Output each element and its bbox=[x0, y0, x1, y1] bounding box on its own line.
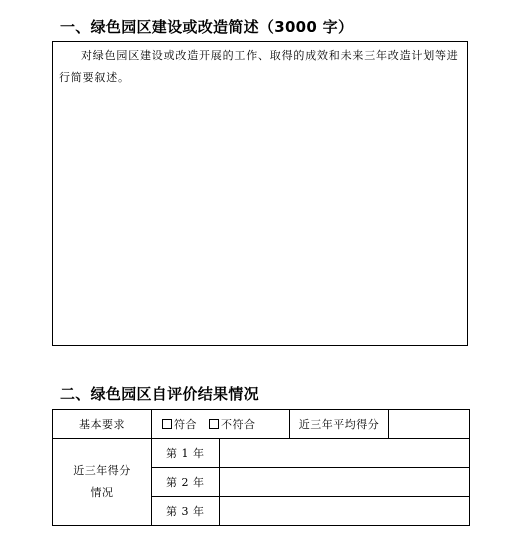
avg-score-label: 近三年平均得分 bbox=[290, 410, 389, 439]
section1-heading: 一、绿色园区建设或改造简述（3000 字） bbox=[60, 18, 354, 36]
year-3-score[interactable] bbox=[220, 497, 470, 526]
meets-option-label: 符合 bbox=[174, 418, 197, 431]
year-1-score[interactable] bbox=[220, 439, 470, 468]
checkbox-icon[interactable] bbox=[209, 419, 219, 429]
self-evaluation-table bbox=[52, 409, 470, 526]
checkbox-icon[interactable] bbox=[162, 419, 172, 429]
summary-text-box[interactable] bbox=[52, 41, 468, 346]
compliance-options bbox=[152, 410, 290, 439]
table-row bbox=[53, 439, 470, 468]
summary-instruction: 对绿色园区建设或改造开展的工作、取得的成效和未来三年改造计划等进行简要叙述。 bbox=[59, 49, 459, 84]
section2-heading: 二、绿色园区自评价结果情况 bbox=[60, 385, 259, 403]
year-2-score[interactable] bbox=[220, 468, 470, 497]
not-meets-option-label: 不符合 bbox=[221, 418, 256, 431]
basic-requirement-label: 基本要求 bbox=[53, 410, 152, 439]
yearly-scores-label bbox=[53, 439, 152, 526]
yearly-scores-label-line2: 情况 bbox=[90, 486, 114, 499]
year-2-label: 第 2 年 bbox=[152, 468, 220, 497]
year-1-label: 第 1 年 bbox=[152, 439, 220, 468]
year-3-label: 第 3 年 bbox=[152, 497, 220, 526]
yearly-scores-label-line1: 近三年得分 bbox=[73, 464, 131, 477]
meets-option[interactable] bbox=[162, 418, 197, 431]
avg-score-value[interactable] bbox=[389, 410, 470, 439]
not-meets-option[interactable] bbox=[209, 418, 256, 431]
table-row bbox=[53, 410, 470, 439]
